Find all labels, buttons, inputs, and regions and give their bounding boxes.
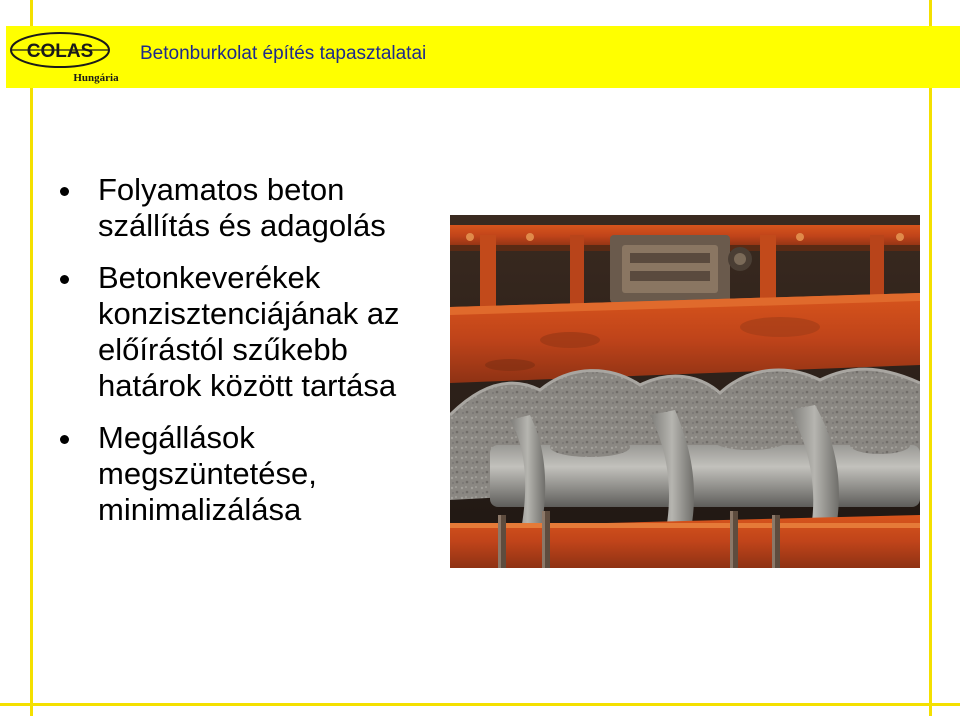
bullet-item xyxy=(58,420,478,528)
frame-line-bottom xyxy=(0,703,960,706)
frame-line-left xyxy=(30,0,33,716)
bullet-item xyxy=(58,172,478,244)
bullet-line: megszüntetése, xyxy=(98,456,317,491)
bullet-dot-icon xyxy=(60,435,69,444)
bullet-line: szállítás és adagolás xyxy=(98,208,386,243)
frame-line-right xyxy=(929,0,932,716)
bullet-dot-icon xyxy=(60,275,69,284)
bullet-line: előírástól szűkebb xyxy=(98,332,348,367)
slide-header xyxy=(6,26,960,88)
logo-brand-text: COLAS xyxy=(26,41,94,62)
bullet-list xyxy=(58,172,478,544)
bullet-line: Megállások xyxy=(98,420,255,455)
bullet-line: határok között tartása xyxy=(98,368,397,403)
bullet-line: minimalizálása xyxy=(98,492,302,527)
bullet-line: konzisztenciájának az xyxy=(98,296,400,331)
bullet-item xyxy=(58,260,478,404)
concrete-auger-photo xyxy=(450,215,920,568)
bullet-line: Betonkeverékek xyxy=(98,260,321,295)
bullet-dot-icon xyxy=(60,187,69,196)
colas-logo xyxy=(8,28,126,86)
logo-sub-text: Hungária xyxy=(73,72,119,84)
bullet-line: Folyamatos beton xyxy=(98,172,345,207)
page-title: Betonburkolat építés tapasztalatai xyxy=(140,43,427,64)
